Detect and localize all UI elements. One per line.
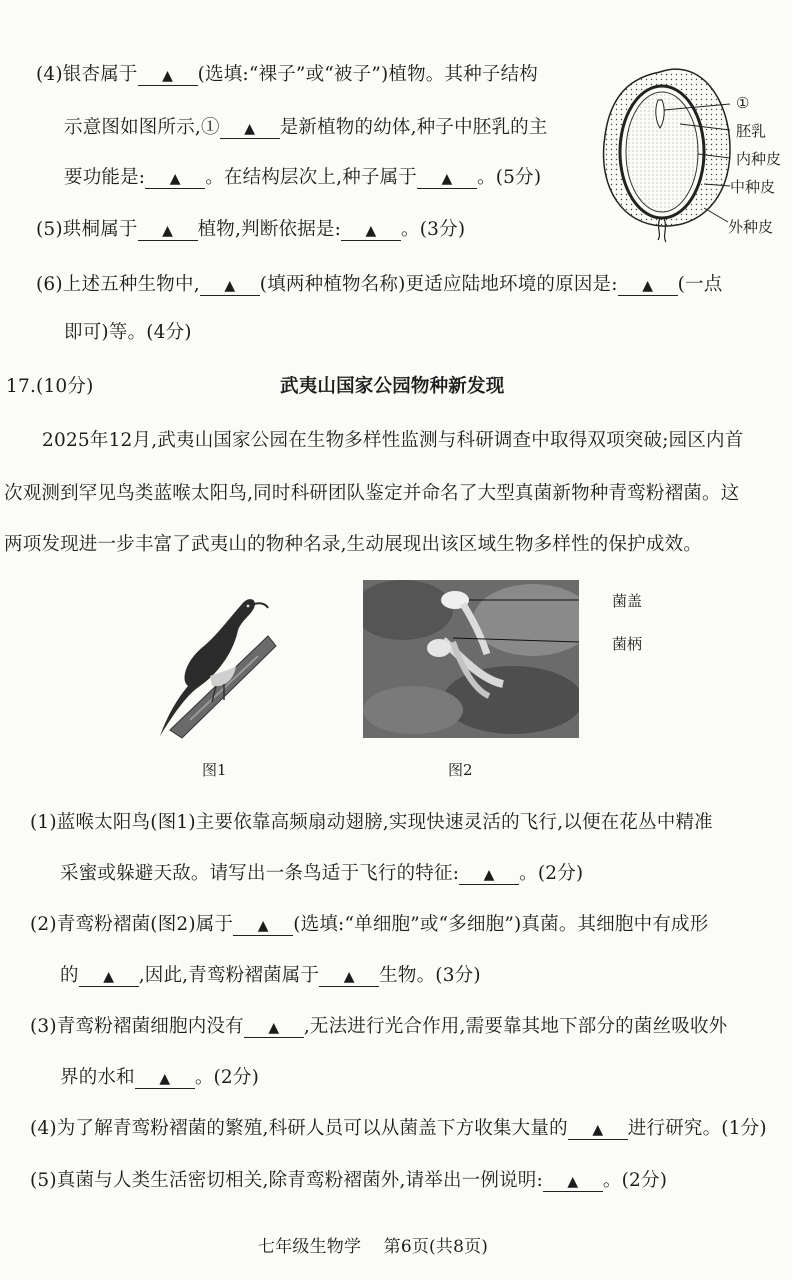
answer-blank[interactable]: ▲ <box>233 916 293 936</box>
answer-blank[interactable]: ▲ <box>145 169 205 189</box>
answer-blank[interactable]: ▲ <box>138 66 198 86</box>
answer-blank[interactable]: ▲ <box>135 1069 195 1089</box>
answer-blank[interactable]: ▲ <box>200 276 260 296</box>
figure1-sunbird-photo <box>150 590 280 740</box>
q17-1-line2: 采蜜或躲避天敌。请写出一条鸟适于飞行的特征: ▲ 。(2分) <box>60 863 584 884</box>
answer-blank[interactable]: ▲ <box>543 1172 603 1192</box>
q17-2-line1: (2)青鸾粉褶菌(图2)属于 ▲ (选填:“单细胞”或“多细胞”)真菌。其细胞中有成形 <box>30 914 709 935</box>
figure2-caption: 图2 <box>448 761 473 779</box>
answer-blank[interactable]: ▲ <box>341 221 401 241</box>
answer-blank[interactable]: ▲ <box>568 1120 628 1140</box>
q17-para-line2: 次观测到罕见鸟类蓝喉太阳鸟,同时科研团队鉴定并命名了大型真菌新物种青鸾粉褶菌。这 <box>4 483 740 504</box>
answer-blank[interactable]: ▲ <box>79 967 139 987</box>
q17-number: 17.(10分) <box>6 376 94 397</box>
seed-label-embryo: ① <box>736 94 750 112</box>
q17-5: (5)真菌与人类生活密切相关,除青鸾粉褶菌外,请举出一例说明: ▲ 。(2分) <box>30 1170 668 1191</box>
q17-1-line1: (1)蓝喉太阳鸟(图1)主要依靠高频扇动翅膀,实现快速灵活的飞行,以便在花丛中精准 <box>30 812 713 833</box>
ginkgo-seed-diagram <box>600 58 790 248</box>
figure2-leader-lines <box>363 580 579 738</box>
q17-4: (4)为了解青鸾粉褶菌的繁殖,科研人员可以从菌盖下方收集大量的 ▲ 进行研究。(1分) <box>30 1118 767 1139</box>
answer-blank[interactable]: ▲ <box>319 967 379 987</box>
fig2-label-cap: 菌盖 <box>612 592 643 610</box>
page-footer: 七年级生物学 第6页(共8页) <box>258 1237 489 1257</box>
q17-3-line1: (3)青鸾粉褶菌细胞内没有 ▲ ,无法进行光合作用,需要靠其地下部分的菌丝吸收外 <box>30 1016 728 1037</box>
q16-6-line1: (6)上述五种生物中, ▲ (填两种植物名称)更适应陆地环境的原因是: ▲ (一点 <box>36 274 723 295</box>
answer-blank[interactable]: ▲ <box>459 865 519 885</box>
answer-blank[interactable]: ▲ <box>220 119 280 139</box>
q16-4-line1: (4)银杏属于 ▲ (选填:“裸子”或“被子”)植物。其种子结构 <box>36 64 539 85</box>
sunbird-image <box>150 590 280 740</box>
fig2-label-stipe: 菌柄 <box>612 635 643 653</box>
answer-blank[interactable]: ▲ <box>618 276 678 296</box>
answer-blank[interactable]: ▲ <box>417 169 477 189</box>
q17-title: 武夷山国家公园物种新发现 <box>280 376 505 397</box>
answer-blank[interactable]: ▲ <box>138 221 198 241</box>
q16-6-line2: 即可)等。(4分) <box>64 322 192 343</box>
figure2-mushroom-photo <box>363 580 579 738</box>
seed-label-endosperm: 胚乳 <box>736 122 767 140</box>
q17-para-line1: 2025年12月,武夷山国家公园在生物多样性监测与科研调查中取得双项突破;园区内首 <box>42 430 744 451</box>
seed-label-middle-coat: 中种皮 <box>730 178 776 196</box>
seed-label-inner-coat: 内种皮 <box>736 150 782 168</box>
figure1-caption: 图1 <box>202 761 227 779</box>
q17-para-line3: 两项发现进一步丰富了武夷山的物种名录,生动展现出该区域生物多样性的保护成效。 <box>4 534 702 555</box>
q17-2-line2: 的 ▲ ,因此,青鸾粉褶菌属于 ▲ 生物。(3分) <box>60 965 481 986</box>
q16-4-line3: 要功能是: ▲ 。在结构层次上,种子属于 ▲ 。(5分) <box>64 167 542 188</box>
q17-3-line2: 界的水和 ▲ 。(2分) <box>60 1067 260 1088</box>
q16-5: (5)珙桐属于 ▲ 植物,判断依据是: ▲ 。(3分) <box>36 219 466 240</box>
q16-4-line2: 示意图如图所示,① ▲ 是新植物的幼体,种子中胚乳的主 <box>64 117 548 138</box>
answer-blank[interactable]: ▲ <box>244 1018 304 1038</box>
seed-label-outer-coat: 外种皮 <box>728 218 774 236</box>
